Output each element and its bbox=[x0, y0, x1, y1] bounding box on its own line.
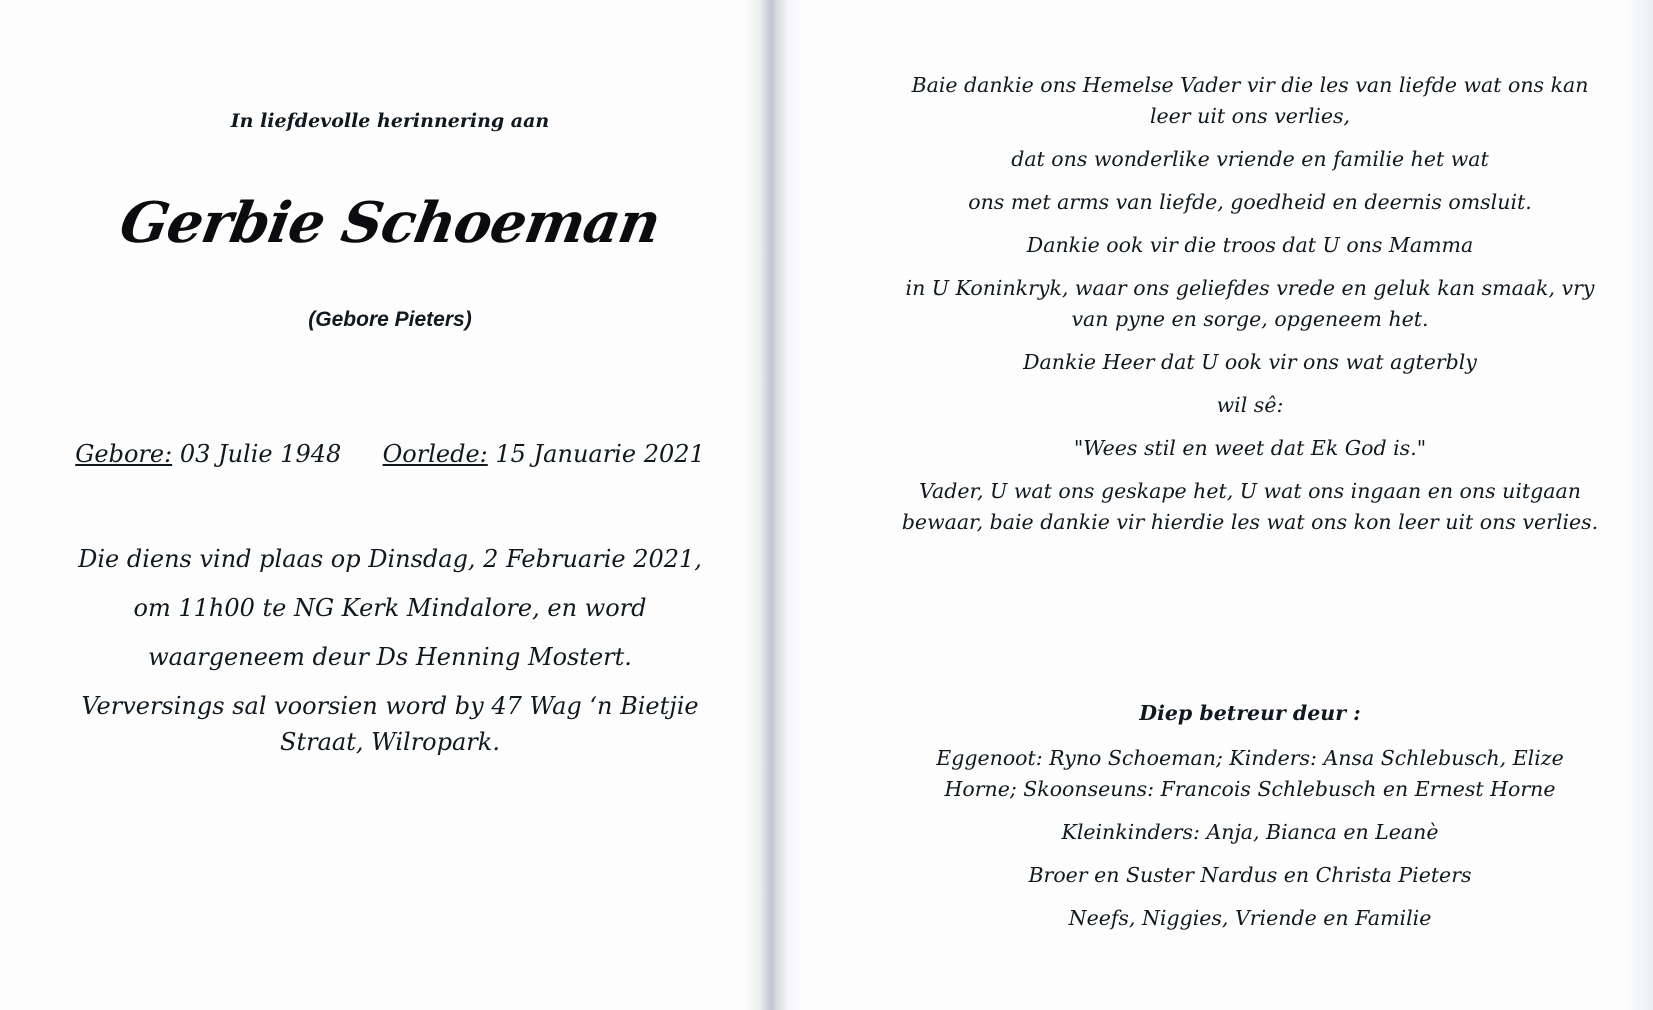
prayer-line: Dankie Heer dat U ook vir ons wat agterbly bbox=[1023, 350, 1477, 374]
bereaved-heading: Diep betreur deur : bbox=[1139, 701, 1361, 725]
prayer-text bbox=[900, 70, 1600, 550]
service-line: om 11h00 te NG Kerk Mindalore, en word bbox=[133, 594, 647, 622]
born-date: 03 Julie 1948 bbox=[179, 440, 342, 468]
service-line: Die diens vind plaas op Dinsdag, 2 Februarie 2021, bbox=[78, 545, 702, 573]
bereaved-paragraph: Eggenoot: Ryno Schoeman; Kinders: Ansa Schlebusch, Elize Horne; Skoonseuns: Francois Schlebusch en Ernest Horne bbox=[936, 746, 1564, 801]
page-edge-shadow bbox=[1625, 0, 1653, 1010]
service-line: waargeneem deur Ds Henning Mostert. bbox=[148, 643, 632, 671]
maiden-name: (Gebore Pieters) bbox=[308, 308, 472, 331]
refreshments-line: Straat, Wilropark. bbox=[280, 728, 500, 756]
prayer-line: Dankie ook vir die troos dat U ons Mamma bbox=[1026, 233, 1474, 257]
prayer-paragraph: in U Koninkryk, waar ons geliefdes vrede en geluk kan smaak, vry van pyne en sorge, opgeneem het. bbox=[905, 276, 1595, 331]
left-page bbox=[70, 0, 710, 1010]
prayer-paragraph: Vader, U wat ons geskape het, U wat ons ingaan en ons uitgaan bewaar, baie dankie vir hierdie les wat ons kon leer uit ons verlies. bbox=[901, 479, 1599, 534]
refreshments-line: Verversings sal voorsien word by 47 Wag ‘n Bietjie bbox=[81, 692, 699, 720]
bereaved-line: Kleinkinders: Anja, Bianca en Leanè bbox=[1061, 820, 1439, 844]
prayer-line: ons met arms van liefde, goedheid en deernis omsluit. bbox=[968, 190, 1532, 214]
born-label: Gebore: bbox=[75, 440, 173, 468]
right-page bbox=[900, 0, 1600, 1010]
died-label: Oorlede: bbox=[382, 440, 488, 468]
died-date: 15 Januarie 2021 bbox=[495, 440, 705, 468]
prayer-paragraph: Baie dankie ons Hemelse Vader vir die les van liefde wat ons kan leer uit ons verlies, bbox=[911, 73, 1589, 128]
prayer-line: dat ons wonderlike vriende en familie het wat bbox=[1011, 147, 1489, 171]
scripture-quote: "Wees stil en weet dat Ek God is." bbox=[1073, 436, 1427, 460]
intro-line: In liefdevolle herinnering aan bbox=[230, 110, 550, 132]
bereaved-line: Neefs, Niggies, Vriende en Familie bbox=[1068, 906, 1432, 930]
bereaved-section bbox=[900, 698, 1600, 946]
deceased-name: Gerbie Schoeman bbox=[115, 190, 665, 256]
prayer-line: wil sê: bbox=[1216, 393, 1284, 417]
page-fold bbox=[746, 0, 802, 1010]
service-details bbox=[70, 535, 710, 760]
life-dates bbox=[70, 440, 710, 468]
bereaved-line: Broer en Suster Nardus en Christa Pieters bbox=[1028, 863, 1472, 887]
